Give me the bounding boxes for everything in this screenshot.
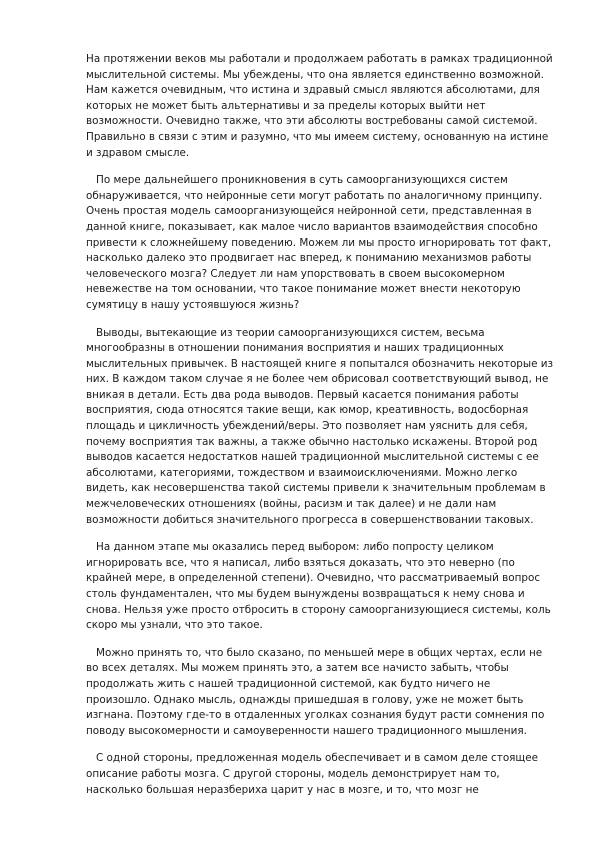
paragraph-5: Можно принять то, что было сказано, по меньшей мере в общих чертах, если не во всех деталях. Мы можем принять это, а затем все начисто забыть, чтобы продолжать жить с нашей традиционной системой, как будто ничего не произошло. Однако мысль, однажды пришедшая в голову, уже не может быть изгнана. Поэтому где-то в отдаленных уголках сознания будут расти сомнения по поводу высокомерности и самоуверенности нашего традиционного мышления. xyxy=(86,646,545,737)
body-text xyxy=(86,52,554,810)
paragraph-3: Выводы, вытекающие из теории самоорганизующихся систем, весьма многообразны в отношении понимания восприятия и наших традиционных мыслительных привычек. В настоящей книге я попытался обозначить некоторые из них. В каждом таком случае я не более чем обрисовал соответствующий вывод, не вникая в детали. Есть два рода выводов. Первый касается понимания работы восприятия, сюда относятся такие вещи, как юмор, креативность, водосборная площадь и цикличность убеждений/веры. Это позволяет нам уяснить для себя, почему восприятия так важны, а также обычно настолько искажены. Второй род выводов касается недостатков нашей традиционной мыслительной системы с ее абсолютами, категориями, тождеством и взаимоисключениями. Можно легко видеть, как несовершенства такой системы привели к значительным проблемам в межчеловеческих отношениях (войны, расизм и так далее) и не дали нам возможности добиться значительного прогресса в совершенствовании таковых. xyxy=(86,326,554,526)
paragraph-4: На данном этапе мы оказались перед выбором: либо попросту целиком игнорировать все, что я написал, либо взяться доказать, что это неверно (по крайней мере, в определенной степени). Очевидно, что рассматриваемый вопрос столь фундаментален, что мы будем вынуждены возвращаться к нему снова и снова. Нельзя уже просто отбросить в сторону самоорганизующиеся системы, коль скоро мы узнали, что это такое. xyxy=(86,541,551,632)
paragraph-6: С одной стороны, предложенная модель обеспечивает и в самом деле стоящее описание работы мозга. С другой стороны, модель демонстрирует нам то, насколько большая неразбериха царит у нас в мозге, и то, что мозг не xyxy=(86,752,538,796)
paragraph-2: По мере дальнейшего проникновения в суть самоорганизующихся систем обнаруживается, что нейронные сети могут работать по аналогичному принципу. Очень простая модель самоорганизующейся нейронной сети, представленная в данной книге, показывает, как малое число вариантов взаимодействия способно привести к сложнейшему поведению. Можем ли мы просто игнорировать тот факт, насколько далеко это продвигает нас вперед, к пониманию механизмов работы человеческого мозга? Следует ли нам упорствовать в своем высокомерном невежестве на том основании, что такое понимание может внести некоторую сумятицу в нашу устоявшуюся жизнь? xyxy=(86,174,552,311)
paragraph-1: На протяжении веков мы работали и продолжаем работать в рамках традиционной мыслительной системы. Мы убеждены, что она является единственно возможной. Нам кажется очевидным, что истина и здравый смысл являются абсолютами, для которых не может быть альтернативы и за пределы которых выйти нет возможности. Очевидно также, что эти абсолюты востребованы самой системой. Правильно в связи с этим и разумно, что мы имеем систему, основанную на истине и здравом смысле. xyxy=(86,53,553,159)
